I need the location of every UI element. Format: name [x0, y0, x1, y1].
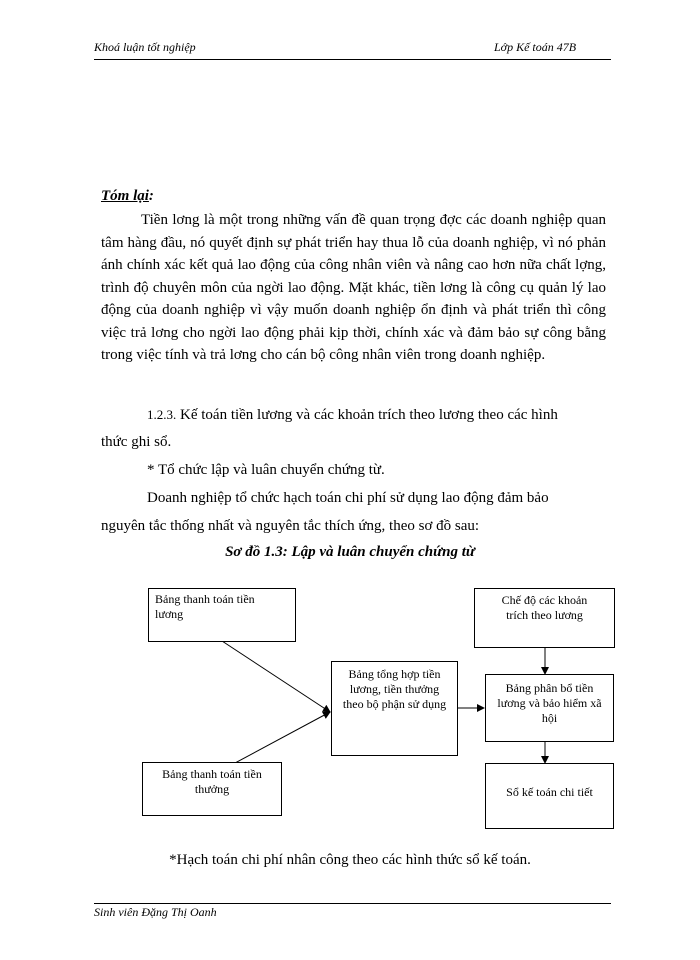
intro-line-2: nguyên tắc thống nhất và nguyên tắc thích ứng, theo sơ đồ sau: — [101, 518, 480, 534]
summary-title-text: Tóm lại — [101, 188, 149, 204]
section-heading-cont: thức ghi sổ. — [101, 434, 172, 450]
closing-line: *Hạch toán chi phí nhân công theo các hình thức sổ kế toán. — [169, 852, 531, 868]
box-policy: Chế độ các khoản trích theo lương — [474, 588, 615, 648]
section-number: 1.2.3. — [147, 407, 177, 422]
box-summary: Bảng tổng hợp tiền lương, tiền thưởng theo bộ phận sử dụng — [331, 661, 458, 756]
arrow-payroll-to-summary — [222, 641, 330, 712]
diagram-title: Sơ đồ 1.3: Lập và luân chuyển chứng từ — [225, 544, 475, 560]
header-left: Khoá luận tốt nghiệp — [94, 40, 196, 54]
box-bonus: Bảng thanh toán tiền thưởng — [142, 762, 282, 816]
section-heading-text: Kế toán tiền lương và các khoản trích theo lương theo các hình — [180, 407, 558, 423]
header-right: Lớp Kế toán 47B — [494, 40, 577, 54]
bullet-item: * Tổ chức lập và luân chuyển chứng từ. — [147, 462, 385, 478]
summary-title-colon: : — [148, 188, 154, 204]
intro-line-1: Doanh nghiệp tổ chức hạch toán chi phí sử dụng lao động đảm bảo — [147, 490, 549, 506]
footer-text: Sinh viên Đặng Thị Oanh — [94, 905, 217, 919]
summary-paragraph: Tiền lơng là một trong những vấn đề quan trọng đợc các doanh nghiệp quan tâm hàng đầu, nó quyết định sự phát triển hay thua lỗ của doanh nghiệp, vì nó phản ánh chính xác kết quả lao động của công nhân viên và nâng cao hơn nữa chất lợng, trình độ chuyên môn của ngời lao động. Mặt khác, tiền lơng là công cụ quản lý lao động của doanh nghiệp vì vậy muốn doanh nghiệp ổn định và phát triển thì công việc trả lơng cho ngời lao động phải kịp thời, chính xác và đảm bảo sự công bằng trong việc tính và trả lơng cho cán bộ công nhân viên trong doanh nghiệp. — [101, 212, 606, 363]
footer-divider — [94, 903, 611, 904]
box-ledger: Sổ kế toán chi tiết — [485, 763, 614, 829]
box-payroll: Bảng thanh toán tiền lương — [148, 588, 296, 642]
box-allocation: Bảng phân bổ tiền lương và bảo hiểm xã hội — [485, 674, 614, 742]
